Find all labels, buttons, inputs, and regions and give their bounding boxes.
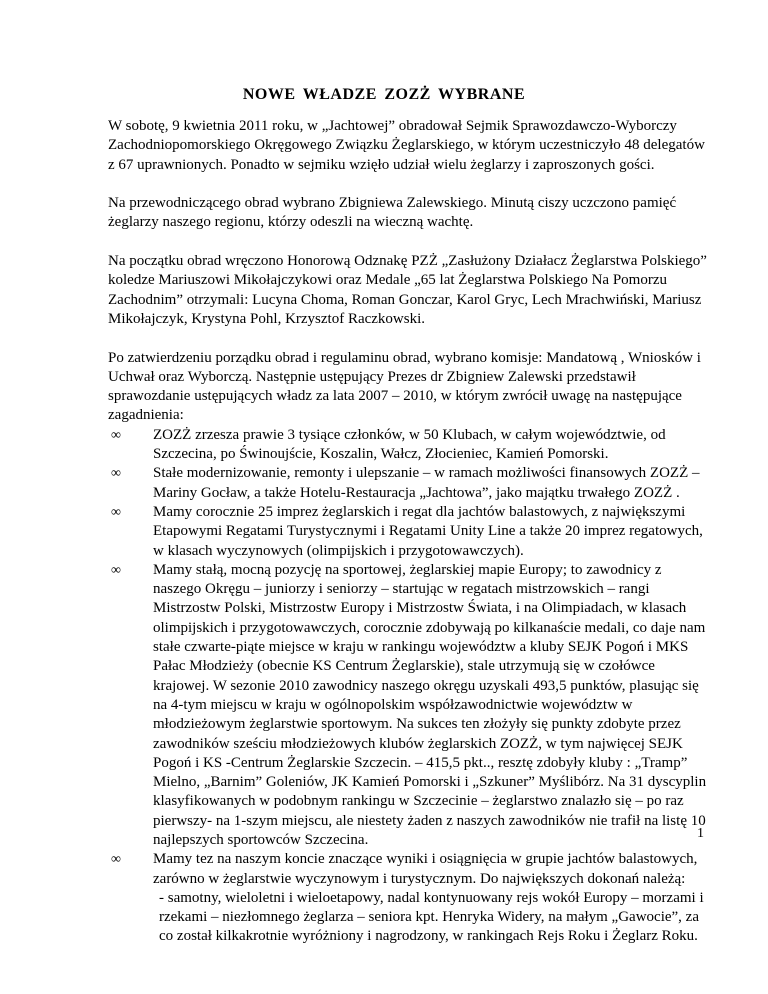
- paragraph-1: W sobotę, 9 kwietnia 2011 roku, w „Jachtowej” obradował Sejmik Sprawozdawczo-Wyborczy Zachodniopomorskiego Okręgowego Związku Żeglarskiego, w którym uczestniczyło 48 delegatów z 67 uprawnionych. Ponadto w sejmiku wzięło udział wielu żeglarzy i zaproszonych gości.: [108, 118, 705, 173]
- paragraph-4: Po zatwierdzeniu porządku obrad i regulaminu obrad, wybrano komisje: Mandatową , Wniosków i Uchwał oraz Wyborczą. Następnie ustępujący Prezes dr Zbigniew Zalewski przedstawił sprawozdanie ustępujących władz za lata 2007 – 2010, w którym zwrócił uwagę na następujące zagadnienia:: [108, 349, 701, 424]
- infinity-bullet-icon: ∞: [111, 466, 121, 482]
- bullet-item: [108, 464, 708, 503]
- bullet-item: [108, 426, 708, 465]
- bullet-item: [108, 561, 708, 850]
- bullet-item: [108, 850, 708, 946]
- infinity-bullet-icon: ∞: [111, 504, 121, 520]
- bullet-text: ZOZŻ zrzesza prawie 3 tysiące członków, w 50 Klubach, w całym województwie, od Szczecina, po Świnoujście, Koszalin, Wałcz, Złocieniec, Kamień Pomorski.: [153, 426, 666, 463]
- document-title: NOWE WŁADZE ZOZŻ WYBRANE: [242, 86, 526, 103]
- sub-list-item: - samotny, wieloletni i wieloetapowy, nadal kontynuowany rejs wokół Europy – morzami i rzekami – niezłomnego żeglarza – seniora kpt. Henryka Widery, na małym „Gawocie”, za co został kilkakrotnie wyróżniony i nagrodzony, w rankingach Rejs Roku i Żeglarz Roku.: [159, 889, 704, 945]
- bullet-item: [108, 503, 708, 561]
- page-number: 1: [697, 826, 704, 841]
- bullet-text: Stałe modernizowanie, remonty i ulepszanie – w ramach możliwości finansowych ZOZŻ – Mariny Gocław, a także Hotelu-Restauracja „Jachtowa”, jako majątku trwałego ZOZŻ .: [153, 465, 700, 501]
- paragraph-3: Na początku obrad wręczono Honorową Odznakę PZŻ „Zasłużony Działacz Żeglarstwa Polskiego” koledze Mariuszowi Mikołajczykowi oraz Medale „65 lat Żeglarstwa Polskiego Na Pomorzu Zachodnim” otrzymali: Lucyna Choma, Roman Gonczar, Karol Gryc, Lech Mrachwiński, Mariusz Mikołajczyk, Krystyna Pohl, Krzysztof Raczkowski.: [108, 253, 707, 327]
- bullet-text: Mamy corocznie 25 imprez żeglarskich i regat dla jachtów balastowych, z największymi Etapowymi Regatami Turystycznymi i Regatami Unity Line a także 20 imprez regatowych, w klasach wyczynowych (olimpijskich i przygotowawczych).: [153, 503, 703, 559]
- infinity-bullet-icon: ∞: [111, 852, 121, 868]
- bullet-text: Mamy stałą, mocną pozycję na sportowej, żeglarskiej mapie Europy; to zawodnicy z naszego Okręgu – juniorzy i seniorzy – startując w regatach mistrzowskich – rangi Mistrzostw Polski, Mistrzostw Europy i Mistrzostw Świata, i na Olimpiadach, w klasach olimpijskich i przygotowawczych, corocznie zdobywają po kilkanaście medali, co daje nam stałe czwarte-piąte miejsce w kraju w rankingu województw a kluby SEJK Pogoń i MKS Pałac Młodzieży (obecnie KS Centrum Żeglarskie), stale utrzymują się w czołówce krajowej. W sezonie 2010 zawodnicy naszego okręgu uzyskali 493,5 punktów, plasując się na 4-tym miejscu w kraju w ogólnopolskim współzawodnictwie województw w młodzieżowym żeglarstwie sportowym. Na sukces ten złożyły się punkty zdobyte przez zawodników sześciu młodzieżowych klubów żeglarskich ZOZŻ, w tym najwięcej SEJK Pogoń i KS -Centrum Żeglarskie Szczecin. – 415,5 pkt.., resztę zdobyły kluby : „Tramp” Mielno, „Barnim” Goleniów, JK Kamień Pomorski i „Szkuner” Myślibórz. Na 31 dyscyplin klasyfikowanych w podobnym rankingu w Szczecinie – żeglarstwo znalazło się – po raz pierwszy- na 1-szym miejscu, ale niestety żaden z naszych zawodników nie trafił na listę 10 najlepszych sportowców Szczecina.: [153, 561, 707, 848]
- paragraph-2: Na przewodniczącego obrad wybrano Zbigniewa Zalewskiego. Minutą ciszy uczczono pamięć żeglarzy naszego regionu, którzy odeszli na wieczną wachtę.: [108, 195, 677, 231]
- document-body: [108, 117, 708, 947]
- infinity-bullet-icon: ∞: [111, 562, 121, 578]
- infinity-bullet-icon: ∞: [111, 427, 121, 443]
- bullet-text: Mamy tez na naszym koncie znaczące wyniki i osiągnięcia w grupie jachtów balastowych, zarówno w żeglarstwie wyczynowym i turystycznym. Do największych dokonań należą:: [153, 851, 698, 887]
- sub-list: [153, 889, 708, 947]
- bullet-list: [108, 426, 708, 947]
